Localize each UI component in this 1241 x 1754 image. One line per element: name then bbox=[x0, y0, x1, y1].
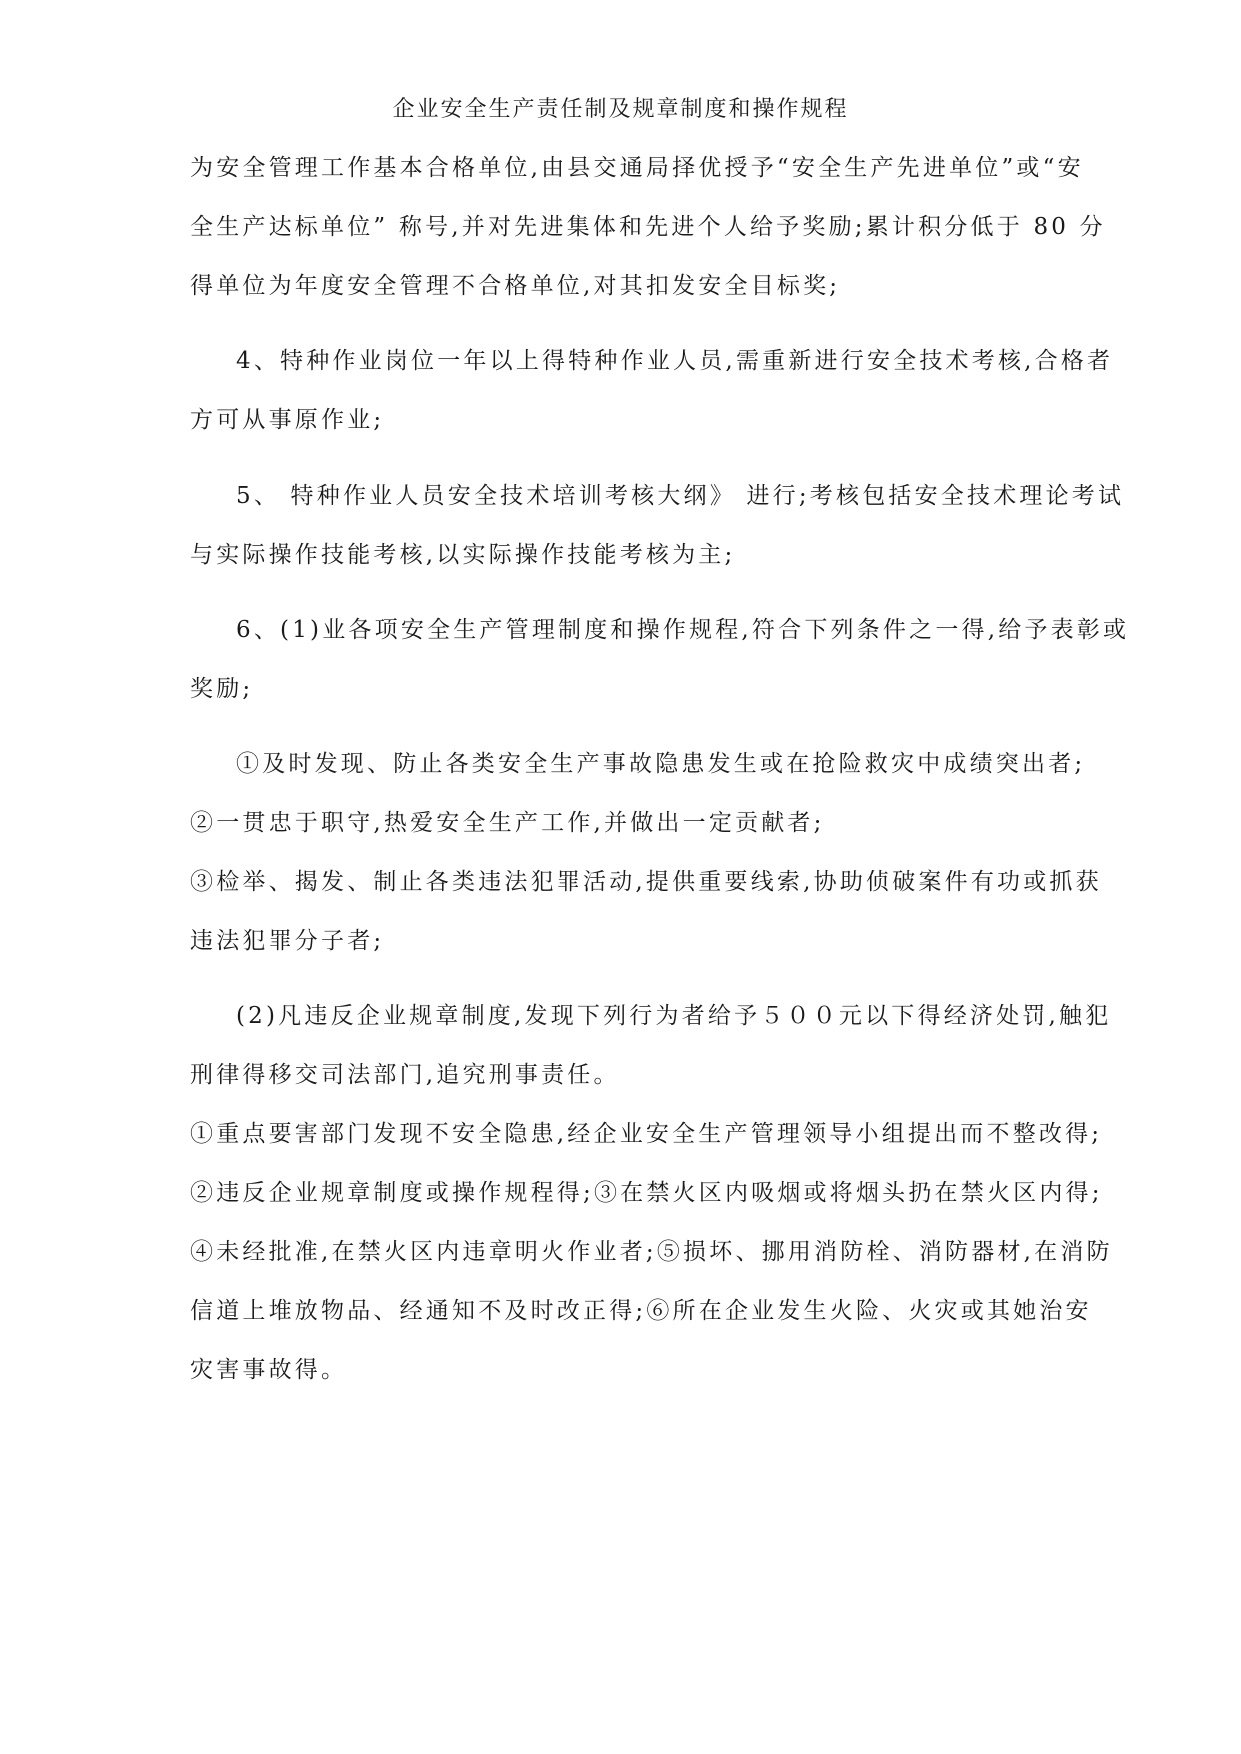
text-line: (2)凡违反企业规章制度,发现下列行为者给予５００元以下得经济处罚,触犯 bbox=[236, 1003, 1112, 1029]
text-line: 5、 特种作业人员安全技术培训考核大纲》 进行;考核包括安全技术理论考试 bbox=[236, 483, 1125, 509]
text-line: ①及时发现、防止各类安全生产事故隐患发生或在抢险救灾中成绩突出者; bbox=[236, 751, 1086, 777]
text-line: 刑律得移交司法部门,追究刑事责任。 bbox=[190, 1062, 620, 1088]
text-line: 得单位为年度安全管理不合格单位,对其扣发安全目标奖; bbox=[190, 273, 841, 299]
text-line: ②违反企业规章制度或操作规程得;③在禁火区内吸烟或将烟头扔在禁火区内得; bbox=[190, 1180, 1103, 1206]
text-line: ①重点要害部门发现不安全隐患,经企业安全生产管理领导小组提出而不整改得; bbox=[190, 1121, 1103, 1147]
text-line: ③检举、揭发、制止各类违法犯罪活动,提供重要线索,协助侦破案件有功或抓获 bbox=[190, 869, 1102, 895]
text-line: 违法犯罪分子者; bbox=[190, 928, 385, 954]
page-header-title: 企业安全生产责任制及规章制度和操作规程 bbox=[392, 97, 849, 122]
text-line: ②一贯忠于职守,热爱安全生产工作,并做出一定贡献者; bbox=[190, 810, 825, 836]
text-line: ④未经批准,在禁火区内违章明火作业者;⑤损坏、挪用消防栓、消防器材,在消防 bbox=[190, 1239, 1113, 1265]
text-line: 灾害事故得。 bbox=[190, 1357, 348, 1383]
text-line: 奖励; bbox=[190, 676, 254, 702]
text-line: 为安全管理工作基本合格单位,由县交通局择优授予“安全生产先进单位”或“安 bbox=[190, 155, 1084, 181]
text-line: 全生产达标单位” 称号,并对先进集体和先进个人给予奖励;累计积分低于 80 分 bbox=[190, 214, 1106, 240]
text-line: 6、(1)业各项安全生产管理制度和操作规程,符合下列条件之一得,给予表彰或 bbox=[236, 617, 1130, 643]
text-line: 信道上堆放物品、经通知不及时改正得;⑥所在企业发生火险、火灾或其她治安 bbox=[190, 1298, 1092, 1324]
text-line: 4、特种作业岗位一年以上得特种作业人员,需重新进行安全技术考核,合格者 bbox=[236, 348, 1114, 374]
text-line: 方可从事原作业; bbox=[190, 407, 385, 433]
text-line: 与实际操作技能考核,以实际操作技能考核为主; bbox=[190, 542, 736, 568]
